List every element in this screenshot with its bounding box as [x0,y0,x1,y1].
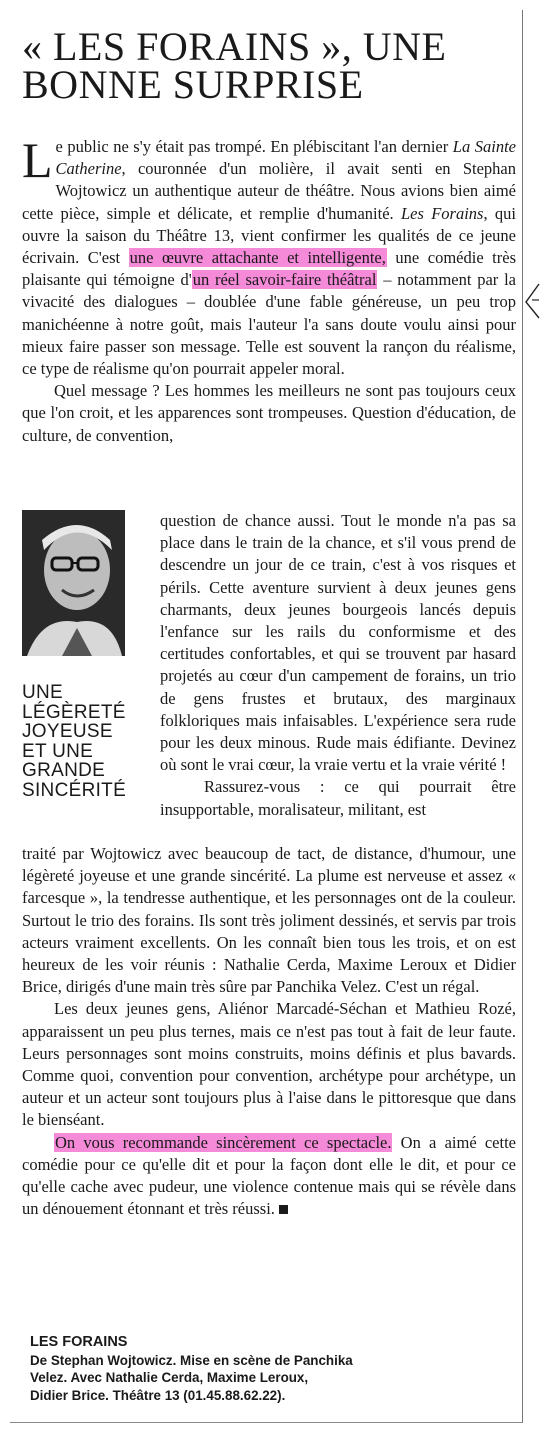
article-title: « LES FORAINS », UNE BONNE SURPRISE [22,24,447,107]
paragraph-2-continued: question de chance aussi. Tout le monde n'a pas sa place dans le train de la chance, et s'il vous prend de descendre un jour de ce train, c'est à vos risques et périls. Cette aventure survient à deux jeunes gens charmants, deux jeunes bourgeois lancés depuis l'enfance sur les rails du conformisme et des certitudes confortables, et qui se trouvent par hasard projetés au cœur d'un campement de forains, un trio de gens frustes et brutaux, des marginaux folkloriques mais infaisables. L'expérience sera rude pour les deux minous. Rude mais édifiante. Devinez où sont le vrai cœur, la vraie vertu et la vraie vérité ! [160,511,516,775]
article-body-bottom [22,843,516,1220]
paragraph-1: Le public ne s'y était pas trompé. En plébiscitant l'an dernier La Sainte Catherine, couronnée d'un molière, il avait senti en Stephan Wojtowicz un authentique auteur de théâtre. Nous avions bien aimé cette pièce, simple et délicate, et remplie d'humanité. Les Forains, qui ouvre la saison du Théâtre 13, vient confirmer les qualités de ce jeune écrivain. C'est une œuvre attachante et intelligente, une comédie très plaisante qui témoigne d'un réel savoir-faire théâtral – notamment par la vivacité des dialogues – doublée d'une fable généreuse, un peu trop manichéenne à notre goût, mais l'auteur l'a sans doute voulu ainsi pour mieux faire passer son message. Telle est souvent la rançon du réalisme, ce type de réalisme qu'on pourrait appeler moral. [22,132,516,379]
paragraph-4: Les deux jeunes gens, Aliénor Marcadé-Séchan et Mathieu Rozé, apparaissent un peu plus ternes, mais ce n'est pas tout à fait de leur faute. Leurs personnages sont moins construits, moins définis et plus bavards. Comme quoi, convention pour convention, archétype pour archétype, un auteur et un acteur sont toujours plus à l'aise dans le pittoresque que dans le bienséant. [22,999,516,1130]
credits-title: LES FORAINS [30,1334,128,1350]
pull-quote: UNE LÉGÈRETÉ JOYEUSE ET UNE GRANDE SINCÉRITÉ [22,682,127,801]
article-body-middle [160,510,516,821]
highlighted-text: On vous recommande sincèrement ce spectacle. [55,1132,392,1152]
article-body-top [22,132,516,447]
author-photo [22,510,125,656]
highlighted-text: une œuvre attachante et intelligente, [129,248,386,268]
paragraph-2: Quel message ? Les hommes les meilleurs ne sont pas toujours ceux que l'on croit, et les apparences sont trompeuses. Question d'éducation, de culture, de convention, [22,381,516,445]
end-mark [279,1205,288,1214]
production-credits: LES FORAINS De Stephan Wojtowicz. Mise en scène de Panchika Velez. Avec Nathalie Cerda, Maxime Leroux, Didier Brice. Théâtre 13 (01.45.88.62.22). [30,1334,510,1404]
highlighted-text: un réel savoir-faire théâtral [192,270,377,290]
paragraph-5: On vous recommande sincèrement ce spectacle. On a aimé cette comédie pour ce qu'elle dit et pour la façon dont elle le dit, et pour ce qu'elle cache avec pudeur, une violence contenue mais qui se révèle dans un dénouement étonnant et très réussi. [22,1132,516,1219]
portrait-image [22,510,125,656]
paragraph-3: Rassurez-vous : ce qui pourrait être insupportable, moralisateur, militant, est [160,777,516,819]
margin-annotation [523,282,540,320]
drop-cap: L [22,132,53,188]
paragraph-3-continued: traité par Wojtowicz avec beaucoup de tact, de distance, d'humour, une légèreté joyeuse et une grande sincérité. La plume est nerveuse et assez « farcesque », la tendresse authentique, et les personnages ont de la couleur. Surtout le trio des forains. Ils sont très joliment dessinés, et servis par trois acteurs vraiment excellents. On les connaît bien tous les trois, et on est heureux de les voir réunis : Nathalie Cerda, Maxime Leroux et Didier Brice, dirigés d'une main très sûre par Panchika Velez. C'est un régal. [22,844,516,997]
